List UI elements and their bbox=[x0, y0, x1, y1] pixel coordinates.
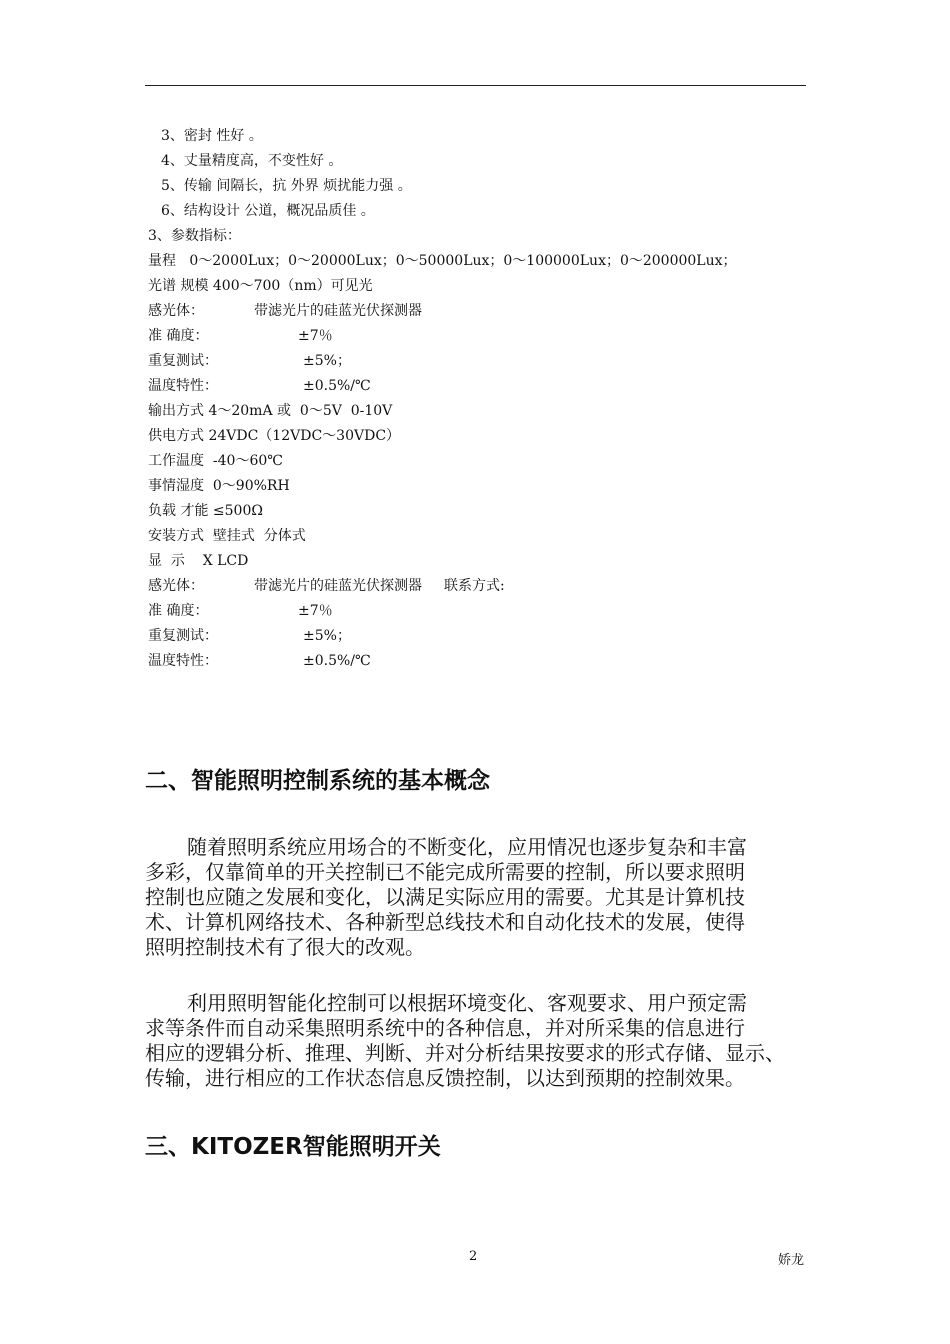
header-rule bbox=[145, 85, 806, 86]
param-accuracy bbox=[148, 324, 333, 349]
param-sensor-2 bbox=[148, 574, 505, 599]
list-item: 3、密封 性好 。 bbox=[161, 128, 263, 144]
param-label: 准 确度： bbox=[148, 328, 209, 344]
paragraph-line: 利用照明智能化控制可以根据环境变化、客观要求、用户预定需 bbox=[187, 991, 747, 1015]
paragraph-line: 传输，进行相应的工作状态信息反馈控制，以达到预期的控制效果。 bbox=[145, 1066, 745, 1090]
param-spectrum: 光谱 规模 400～700（nm）可见光 bbox=[148, 278, 373, 294]
param-label: 重复测试： bbox=[148, 628, 218, 644]
param-value: 带滤光片的硅蓝光伏探测器 bbox=[254, 578, 422, 594]
contact-label: 联系方式: bbox=[444, 578, 505, 594]
param-power: 供电方式 24VDC（12VDC～30VDC） bbox=[148, 428, 401, 444]
param-value: ±7％ bbox=[298, 328, 333, 344]
param-load: 负载 才能 ≤500Ω bbox=[148, 503, 263, 519]
param-label: 温度特性： bbox=[148, 653, 218, 669]
param-value: ±7％ bbox=[298, 603, 333, 619]
param-output: 输出方式 4～20mA 或 0～5V 0-10V bbox=[148, 403, 393, 419]
param-sensor bbox=[148, 299, 422, 324]
param-label: 温度特性： bbox=[148, 378, 218, 394]
param-repeat-2 bbox=[148, 624, 351, 649]
param-label: 重复测试： bbox=[148, 353, 218, 369]
section-heading: 二、智能照明控制系统的基本概念 bbox=[145, 768, 490, 794]
param-accuracy-2 bbox=[148, 599, 333, 624]
page-number: 2 bbox=[469, 1249, 478, 1264]
param-temp-2 bbox=[148, 649, 371, 674]
paragraph bbox=[145, 991, 815, 1091]
section-heading: 三、KITOZER智能照明开关 bbox=[145, 1134, 441, 1160]
list-item: 4、丈量精度高，不变性好 。 bbox=[161, 153, 343, 169]
paragraph-line: 求等条件而自动采集照明系统中的各种信息，并对所采集的信息进行 bbox=[145, 1016, 745, 1040]
paragraph-line: 术、计算机网络技术、各种新型总线技术和自动化技术的发展，使得 bbox=[145, 910, 745, 934]
footer-author: 娇龙 bbox=[778, 1253, 805, 1268]
param-label: 感光体： bbox=[148, 578, 204, 594]
paragraph bbox=[145, 835, 815, 960]
param-display: 显 示 X LCD bbox=[148, 553, 249, 569]
param-value: ±5%； bbox=[303, 628, 351, 644]
paragraph-line: 控制也应随之发展和变化，以满足实际应用的需要。尤其是计算机技 bbox=[145, 885, 745, 909]
param-repeat bbox=[148, 349, 351, 374]
param-label: 感光体： bbox=[148, 303, 204, 319]
list-item: 6、结构设计 公道，概况品质佳 。 bbox=[161, 203, 375, 219]
param-humidity: 事情湿度 0～90%RH bbox=[148, 478, 290, 494]
list-item: 5、传输 间隔长，抗 外界 烦扰能力强 。 bbox=[161, 178, 412, 194]
paragraph-line: 随着照明系统应用场合的不断变化，应用情况也逐步复杂和丰富 bbox=[187, 835, 747, 859]
param-work-temp: 工作温度 -40～60℃ bbox=[148, 453, 283, 469]
param-value: ±0.5%/℃ bbox=[303, 378, 371, 394]
param-label: 准 确度： bbox=[148, 603, 209, 619]
paragraph-line: 相应的逻辑分析、推理、判断、并对分析结果按要求的形式存储、显示、 bbox=[145, 1041, 785, 1065]
param-temp bbox=[148, 374, 371, 399]
param-install: 安装方式 壁挂式 分体式 bbox=[148, 528, 306, 544]
paragraph-line: 照明控制技术有了很大的改观。 bbox=[145, 935, 425, 959]
param-value: ±0.5%/℃ bbox=[303, 653, 371, 669]
param-value: 带滤光片的硅蓝光伏探测器 bbox=[254, 303, 422, 319]
param-range: 量程 0～2000Lux；0～20000Lux；0～50000Lux；0～100000Lux；0～200000Lux； bbox=[148, 253, 737, 269]
params-heading: 3、参数指标： bbox=[148, 228, 241, 244]
param-value: ±5%； bbox=[303, 353, 351, 369]
paragraph-line: 多彩，仅靠简单的开关控制已不能完成所需要的控制，所以要求照明 bbox=[145, 860, 745, 884]
